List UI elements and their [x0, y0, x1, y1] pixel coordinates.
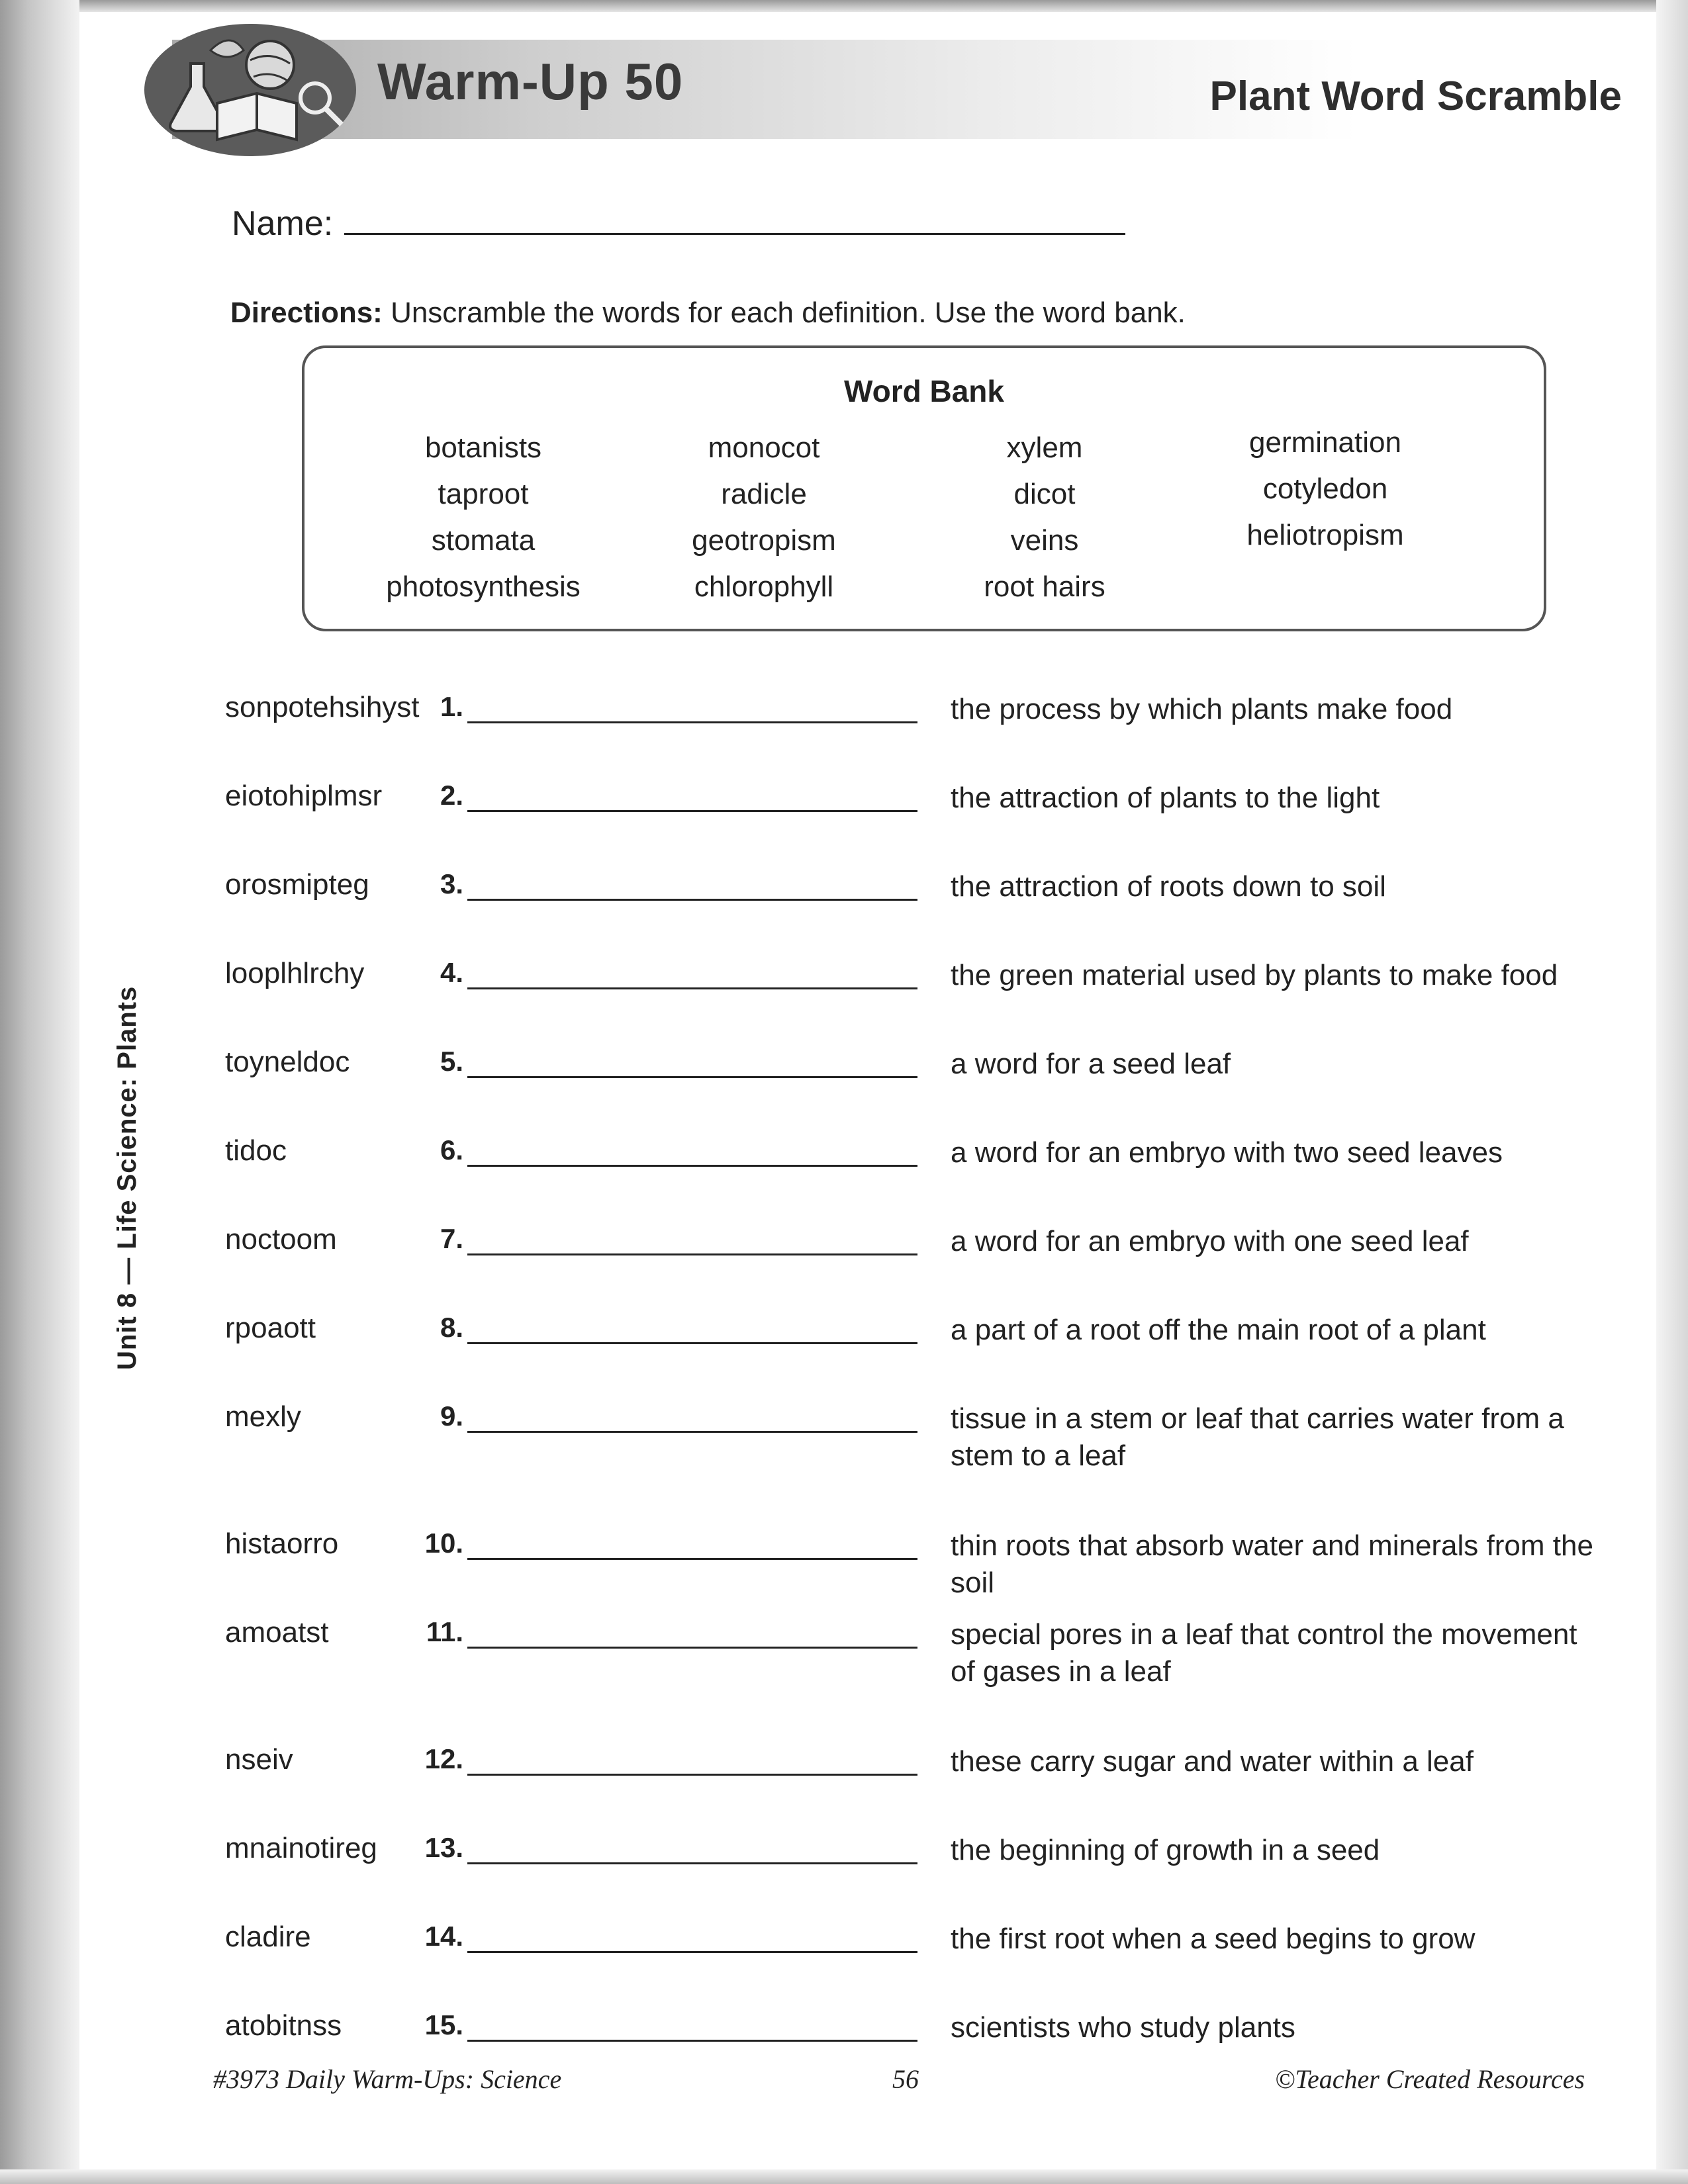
word-bank: [302, 345, 1546, 631]
directions-label: Directions:: [230, 296, 383, 329]
warmup-title: Warm-Up 50: [377, 52, 684, 111]
answer-line[interactable]: [467, 1774, 917, 1776]
scan-top-edge: [0, 0, 1688, 12]
word-bank-word: geotropism: [692, 524, 836, 557]
word-bank-word: heliotropism: [1246, 519, 1404, 551]
scrambled-word: nseiv: [225, 1743, 293, 1776]
scrambled-word: eiotohiplmsr: [225, 780, 383, 812]
word-bank-word: veins: [1010, 524, 1079, 557]
definition: the attraction of roots down to soil: [951, 870, 1386, 903]
word-bank-word: monocot: [708, 432, 820, 464]
word-bank-column: [906, 425, 1184, 610]
word-bank-word: chlorophyll: [694, 570, 834, 603]
list-item: [0, 957, 1688, 1003]
item-number: 8.: [440, 1312, 463, 1343]
unit-side-label: Unit 8 — Life Science: Plants: [113, 985, 142, 1370]
word-bank-word: root hairs: [984, 570, 1105, 603]
definition: a part of a root off the main root of a plant: [951, 1314, 1486, 1346]
item-number: 7.: [440, 1223, 463, 1254]
word-bank-word: germination: [1249, 426, 1401, 459]
definition: the attraction of plants to the light: [951, 782, 1380, 814]
answer-line[interactable]: [467, 1558, 917, 1560]
definition: tissue in a stem or leaf that carries water from a stem to a leaf: [951, 1402, 1564, 1472]
answer-line[interactable]: [467, 1431, 917, 1433]
answer-line[interactable]: [467, 810, 917, 812]
scan-bottom-edge: [0, 2169, 1688, 2184]
item-number: 10.: [424, 1527, 463, 1559]
scrambled-word: mnainotireg: [225, 1832, 377, 1864]
answer-line[interactable]: [467, 1253, 917, 1255]
scrambled-word: mexly: [225, 1400, 301, 1433]
word-bank-column: [344, 425, 622, 610]
word-bank-word: radicle: [721, 478, 807, 510]
list-item: [0, 868, 1688, 915]
answer-line[interactable]: [467, 987, 917, 989]
answer-line[interactable]: [467, 1165, 917, 1167]
word-bank-word: cotyledon: [1262, 473, 1388, 505]
answer-line[interactable]: [467, 1076, 917, 1078]
list-item: [0, 1134, 1688, 1181]
word-bank-word: botanists: [424, 432, 542, 464]
item-number: 12.: [424, 1743, 463, 1774]
item-number: 4.: [440, 957, 463, 988]
scrambled-word: rpoaott: [225, 1312, 316, 1344]
item-number: 9.: [440, 1400, 463, 1432]
list-item: [0, 1616, 1688, 1702]
scrambled-word: orosmipteg: [225, 868, 369, 901]
item-number: 14.: [424, 1921, 463, 1952]
list-item: [0, 1223, 1688, 1269]
definition: the beginning of growth in a seed: [951, 1834, 1380, 1866]
list-item: [0, 780, 1688, 826]
item-number: 6.: [440, 1134, 463, 1165]
name-label: Name:: [232, 205, 334, 243]
scrambled-word: toyneldoc: [225, 1046, 350, 1078]
answer-line[interactable]: [467, 1342, 917, 1344]
word-bank-column: [625, 425, 903, 610]
item-number: 15.: [424, 2009, 463, 2040]
definition: special pores in a leaf that control the movement of gases in a leaf: [951, 1618, 1577, 1688]
definition: thin roots that absorb water and minerals from the soil: [951, 1529, 1593, 1599]
definition: a word for a seed leaf: [951, 1048, 1231, 1080]
list-item: [0, 1400, 1688, 1486]
list-item: [0, 1046, 1688, 1092]
list-item: [0, 2009, 1688, 2056]
scrambled-word: amoatst: [225, 1616, 329, 1649]
word-bank-word: dicot: [1013, 478, 1076, 510]
scrambled-word: atobitnss: [225, 2009, 342, 2042]
definition: a word for an embryo with two seed leaves: [951, 1136, 1503, 1169]
definition: these carry sugar and water within a leaf: [951, 1745, 1474, 1778]
scrambled-word: cladire: [225, 1921, 311, 1953]
science-logo-icon: [144, 24, 356, 156]
word-bank-title: Word Bank: [844, 374, 1004, 408]
answer-line[interactable]: [467, 899, 917, 901]
answer-line[interactable]: [467, 2040, 917, 2042]
definition: a word for an embryo with one seed leaf: [951, 1225, 1469, 1257]
footer-page-number: 56: [892, 2064, 919, 2094]
list-item: [0, 691, 1688, 737]
answer-line[interactable]: [467, 1862, 917, 1864]
item-number: 2.: [440, 780, 463, 811]
scrambled-word: noctoom: [225, 1223, 337, 1255]
item-number: 1.: [440, 691, 463, 722]
word-bank-column: [1186, 420, 1464, 559]
scrambled-word: sonpotehsihyst: [225, 691, 420, 723]
definition: the green material used by plants to make food: [951, 959, 1558, 991]
definition: the first root when a seed begins to grow: [951, 1923, 1476, 1955]
item-number: 13.: [424, 1832, 463, 1863]
word-bank-word: taproot: [438, 478, 529, 510]
name-field-line[interactable]: [344, 233, 1125, 235]
list-item: [0, 1527, 1688, 1599]
footer-book-title: #3973 Daily Warm-Ups: Science: [213, 2064, 562, 2094]
item-number: 3.: [440, 868, 463, 899]
definition: scientists who study plants: [951, 2011, 1295, 2044]
definition: the process by which plants make food: [951, 693, 1453, 725]
directions-text: Unscramble the words for each definition. Use the word bank.: [391, 296, 1186, 329]
list-item: [0, 1921, 1688, 1967]
directions: [230, 296, 1186, 330]
answer-line[interactable]: [467, 1647, 917, 1649]
list-item: [0, 1832, 1688, 1878]
footer-publisher: ©Teacher Created Resources: [1275, 2064, 1585, 2094]
word-bank-word: photosynthesis: [386, 570, 581, 603]
list-item: [0, 1312, 1688, 1358]
scrambled-word: looplhlrchy: [225, 957, 365, 989]
word-bank-word: xylem: [1006, 432, 1083, 464]
scrambled-word: histaorro: [225, 1527, 339, 1560]
scrambled-word: tidoc: [225, 1134, 287, 1167]
worksheet-topic-title: Plant Word Scramble: [1209, 73, 1622, 119]
item-number: 5.: [440, 1046, 463, 1077]
item-number: 11.: [426, 1616, 463, 1647]
word-bank-word: stomata: [431, 524, 536, 557]
answer-line[interactable]: [467, 1951, 917, 1953]
list-item: [0, 1743, 1688, 1790]
answer-line[interactable]: [467, 721, 917, 723]
